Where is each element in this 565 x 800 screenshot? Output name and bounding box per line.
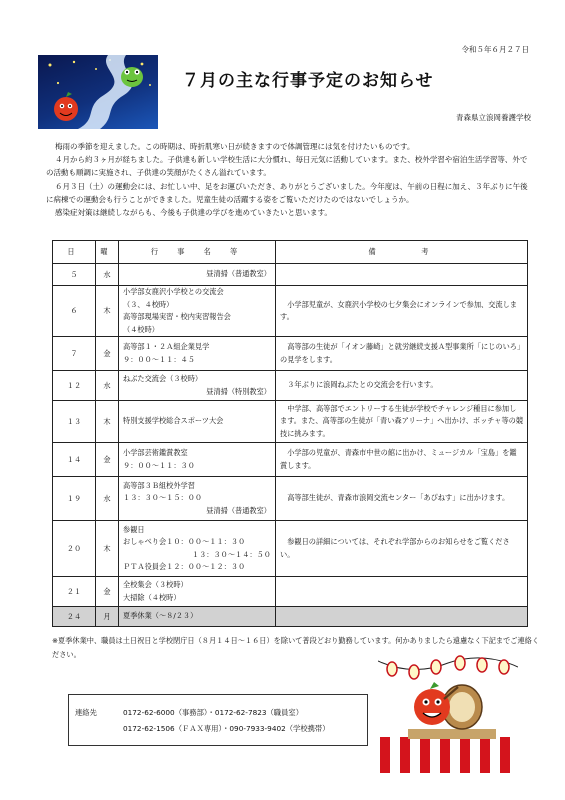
row-day: １３	[53, 401, 96, 443]
row-day: １４	[53, 443, 96, 477]
festival-mascot-illustration	[378, 655, 518, 773]
table-header-row	[53, 241, 528, 264]
row-weekday: 金	[96, 337, 119, 371]
event-line: 大掃除（４校時）	[123, 592, 181, 602]
header-notes: 備 考	[276, 241, 528, 264]
row-notes	[276, 607, 528, 627]
event-line: 特別支援学校総合スポーツ大会	[123, 416, 224, 426]
table-row	[53, 521, 528, 577]
row-notes: 参観日の詳細については、それぞれ学部からのお知らせをご覧ください。	[276, 521, 528, 577]
table-row	[53, 337, 528, 371]
row-notes: 高等部の生徒が「イオン藤崎」と就労継続支援Ａ型事業所「にじのいろ」の見学をします。	[276, 337, 528, 371]
header-day: 日	[53, 241, 96, 264]
schedule-table	[52, 240, 528, 627]
row-weekday: 木	[96, 521, 119, 577]
table-row	[53, 577, 528, 607]
row-weekday: 月	[96, 607, 119, 627]
row-notes	[276, 264, 528, 286]
row-day: ２０	[53, 521, 96, 577]
row-event	[119, 371, 276, 401]
frog-mascot-icon	[121, 67, 143, 87]
table-row	[53, 607, 528, 627]
row-day: ２１	[53, 577, 96, 607]
row-weekday: 水	[96, 371, 119, 401]
row-event	[119, 477, 276, 521]
table-row	[53, 477, 528, 521]
night-sky-illustration	[38, 55, 158, 129]
table-row	[53, 371, 528, 401]
row-weekday: 木	[96, 286, 119, 337]
row-weekday: 水	[96, 264, 119, 286]
schedule-body	[53, 264, 528, 627]
event-line: ＰＴＡ役員会１２：００～１２：３０	[123, 562, 246, 571]
intro-paragraph: ４月から約３ヶ月が経ちました。子供達も新しい学校生活に大分慣れ、毎日元気に活動しています。また、校外学習や宿泊生活学習等、外での活動も順調に実施され、子供達の笑顔がたくさん溢れています。	[46, 155, 528, 178]
event-line: ９：００～１１：４５	[123, 354, 195, 364]
intro-paragraph: ６月３日（土）の運動会には、お忙しい中、足をお運びいただき、ありがとうございました。今年度は、午前の日程に加え、３年ぶりに午後に病棟での運動会も行うことができました。児童生徒の活躍する姿をご覧いただけたのではないでしょうか。	[46, 181, 528, 204]
row-notes: 中学部、高等部でエントリーする生徒が学校でチャレンジ種目に参加します。また、高等部の生徒が「青い森アリーナ」へ出かけ、ボッチャ等の競技に挑みます。	[276, 401, 528, 443]
footnote: ※夏季休業中、職員は土日祝日と学校閉庁日（８月１４日～１６日）を除いて普段どおり勤務しています。何かありましたら遠慮なく下記までご連絡ください。	[52, 636, 540, 659]
row-event	[119, 577, 276, 607]
event-line: 高等部１・２Ａ組企業見学	[123, 342, 210, 351]
contact-line: 0172-62-6000（事務部）・0172-62-7823（職員室）	[123, 708, 303, 717]
event-line: 高等部現場実習・校内実習報告会	[123, 312, 231, 321]
event-line: ねぶた交流会（３校時）	[123, 374, 203, 383]
row-event	[119, 286, 276, 337]
row-event	[119, 607, 276, 627]
table-row	[53, 264, 528, 286]
row-notes: ３年ぶりに浪岡ねぶたとの交流会を行います。	[276, 371, 528, 401]
row-notes: 小学部児童が、女鹿沢小学校の七夕集会にオンラインで参加、交流します。	[276, 286, 528, 337]
event-line: 参観日	[123, 524, 145, 534]
row-day: ７	[53, 337, 96, 371]
school-name: 青森県立浪岡養護学校	[456, 113, 531, 122]
event-line: １３：３０～１５：００	[123, 493, 203, 503]
event-line: 高等部３Ｂ組校外学習	[123, 480, 195, 490]
row-day: ２４	[53, 607, 96, 627]
contact-box	[68, 694, 368, 746]
event-line: 昼清掃（特別教室）	[206, 386, 271, 396]
row-weekday: 水	[96, 477, 119, 521]
event-line: 昼清掃（普通教室）	[206, 269, 271, 279]
event-line: 夏季休業（～８/２３）	[123, 611, 198, 621]
event-line: 小学部女鹿沢小学校との交流会	[123, 287, 224, 296]
event-line: （４校時）	[123, 324, 159, 334]
event-line: ９：００～１１：３０	[123, 460, 195, 470]
row-day: ６	[53, 286, 96, 337]
table-row	[53, 443, 528, 477]
intro-paragraph: 梅雨の季節を迎えました。この時期は、時折肌寒い日が続きますので体調管理には気を付けたいものです。	[55, 142, 415, 151]
contact-label: 連絡先	[75, 708, 97, 717]
row-event	[119, 401, 276, 443]
row-notes: 小学部の児童が、青森市中世の館に出かけ、ミュージカル「宝島」を鑑賞します。	[276, 443, 528, 477]
header-weekday: 曜	[96, 241, 119, 264]
row-weekday: 金	[96, 443, 119, 477]
row-weekday: 木	[96, 401, 119, 443]
event-line: 小学部芸術鑑賞教室	[123, 448, 188, 457]
row-event	[119, 521, 276, 577]
document-date: 令和５年６月２７日	[461, 45, 529, 54]
row-notes	[276, 577, 528, 607]
event-line: おしゃべり会１０：００～１１：３０	[123, 537, 246, 546]
intro-text	[46, 140, 532, 219]
header-event: 行 事 名 等	[119, 241, 276, 264]
row-event	[119, 443, 276, 477]
event-line: （３、４校時）	[123, 299, 174, 309]
row-day: １２	[53, 371, 96, 401]
table-row	[53, 286, 528, 337]
row-day: １９	[53, 477, 96, 521]
intro-paragraph: 感染症対策は継続しながらも、今後も子供達の学びを進めていきたいと思います。	[55, 208, 332, 218]
page-title: ７月の主な行事予定のお知らせ	[182, 71, 434, 91]
event-line: 昼清掃（普通教室）	[206, 505, 271, 515]
row-notes: 高等部生徒が、青森市浪岡交流センター「あぴねす」に出かけます。	[276, 477, 528, 521]
event-line: １３：３０～１４：５０	[191, 549, 271, 559]
row-event	[119, 337, 276, 371]
apple-mascot-icon	[54, 92, 78, 121]
table-row	[53, 401, 528, 443]
event-line: 全校集会（３校時）	[123, 580, 188, 589]
row-day: ５	[53, 264, 96, 286]
row-weekday: 金	[96, 577, 119, 607]
contact-line: 0172-62-1506（ＦＡＸ専用）・090-7933-9402（学校携帯）	[123, 724, 330, 733]
row-event	[119, 264, 276, 286]
